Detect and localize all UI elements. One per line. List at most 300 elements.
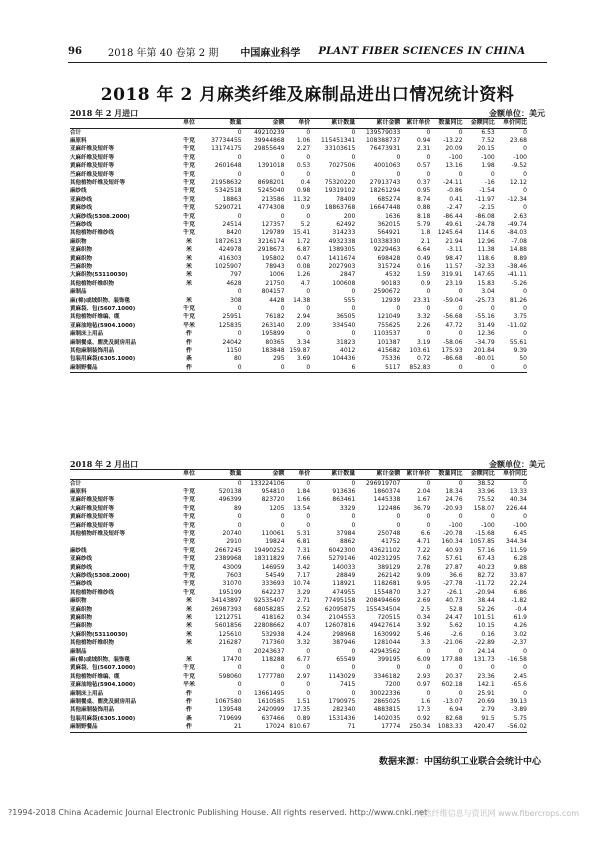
value-cell: 39.13 [509, 698, 527, 706]
value-cell: -3.89 [511, 706, 527, 714]
value-cell: 19319102 [324, 187, 356, 195]
value-cell: 12939 [381, 296, 401, 304]
unit-cell: 米 [186, 263, 193, 270]
unit-cell: 千克 [183, 588, 196, 596]
value-cell: 5601856 [214, 622, 242, 630]
value-cell: 142.1 [477, 681, 495, 689]
value-cell: 21750 [265, 279, 285, 287]
value-cell: 0 [280, 170, 285, 178]
value-cell: 5.79 [417, 220, 431, 228]
value-cell: 92535407 [253, 597, 285, 605]
column-header: 金额 [242, 470, 285, 480]
value-cell: 1.6 [420, 698, 431, 706]
header-cell-blank [70, 119, 177, 129]
value-cell: 37734455 [211, 136, 242, 144]
value-cell: 0 [396, 664, 401, 672]
table-row [70, 221, 527, 229]
table-row [70, 690, 527, 698]
row-label: 麻制野餐品 [70, 723, 177, 732]
column-header: 单位 [177, 119, 201, 129]
value-cell: 68058285 [253, 605, 285, 613]
value-cell: 0 [306, 170, 311, 178]
table-row [70, 280, 527, 288]
column-header: 单价同比 [495, 470, 527, 480]
value-cell: 0 [458, 647, 463, 655]
value-cell: 0.94 [417, 136, 431, 144]
value-cell: 0 [237, 170, 242, 178]
unit-cell: 千克 [183, 672, 196, 680]
value-cell: 9.39 [513, 347, 527, 355]
value-cell: 0 [237, 664, 242, 672]
value-cell: 0.72 [417, 355, 431, 363]
value-cell: 2.27 [296, 145, 311, 153]
table-row [70, 648, 527, 656]
value-cell: 416303 [218, 254, 242, 262]
value-cell: 0 [280, 212, 285, 220]
value-cell: 1.67 [417, 496, 431, 504]
data-source: 数据来源：中国纺织工业联合会统计中心 [378, 757, 541, 767]
column-header: 累计数量 [310, 470, 355, 480]
value-cell: 11.32 [293, 195, 311, 203]
table-row [70, 538, 527, 546]
value-cell: -24.11 [443, 178, 463, 186]
column-header: 累计金额 [355, 470, 400, 480]
value-cell: -5.26 [511, 279, 527, 287]
value-cell: 0 [351, 521, 356, 529]
value-cell: -20.78 [443, 529, 463, 537]
column-header: 数量同比 [430, 119, 462, 129]
value-cell: -100 [448, 521, 463, 529]
table-row [70, 715, 527, 723]
column-header: 金额 [242, 119, 285, 129]
value-cell: 420.47 [463, 723, 495, 732]
value-cell: 262142 [377, 571, 401, 579]
value-cell: 34143897 [211, 597, 242, 605]
value-cell: 4.26 [513, 622, 527, 630]
table-row [70, 213, 527, 221]
value-cell: 0 [458, 664, 463, 672]
value-cell: 0 [523, 664, 527, 672]
row-label: 大麻纤维及短纤等 [70, 505, 115, 512]
value-cell: 1391018 [257, 162, 285, 170]
table-row [70, 496, 527, 504]
value-cell: 82.68 [445, 714, 463, 722]
value-cell: 104436 [332, 355, 356, 363]
value-cell: 7.66 [296, 555, 311, 563]
value-cell: -38.46 [507, 263, 527, 270]
value-cell: 0.34 [417, 614, 431, 621]
row-label: 麻制床上用品 [70, 331, 104, 338]
value-cell: 0 [495, 364, 527, 373]
value-cell: 30022336 [369, 689, 401, 697]
value-cell: 33.87 [509, 571, 527, 579]
value-cell: 5.46 [417, 630, 431, 638]
table-row [70, 622, 527, 630]
value-cell: 2910 [226, 538, 242, 546]
value-cell: 496399 [218, 496, 242, 504]
table-row [70, 698, 527, 706]
value-cell: 47.72 [445, 321, 463, 329]
value-cell: 2590672 [373, 288, 401, 296]
unit-cell: 米 [186, 614, 193, 621]
value-cell: 115451341 [320, 136, 356, 144]
value-cell: 91.5 [481, 714, 495, 722]
value-cell: 823720 [261, 496, 285, 504]
value-cell: 23.31 [413, 296, 431, 304]
table-row [70, 263, 527, 271]
table-row [70, 238, 527, 246]
value-cell: 3.27 [417, 588, 431, 596]
row-label: 亚麻纤维及短纤等 [70, 146, 115, 153]
value-cell: 9.09 [417, 571, 431, 579]
value-cell: -16.58 [507, 656, 527, 664]
value-cell: 698428 [377, 254, 401, 262]
value-cell: 7.52 [481, 136, 495, 144]
export-table [70, 469, 527, 733]
value-cell: 28849 [336, 571, 356, 579]
value-cell: 642237 [261, 588, 285, 596]
value-cell: 18863 [222, 195, 242, 203]
value-cell: 1245.64 [437, 229, 463, 237]
value-cell: 195899 [261, 330, 285, 338]
value-cell: 3346182 [373, 672, 401, 680]
value-cell: 1777780 [257, 672, 285, 680]
unit-cell: 千克 [183, 529, 196, 537]
value-cell: 1.84 [296, 487, 311, 495]
value-cell: 24.47 [445, 614, 463, 621]
unit-cell: 米 [186, 656, 193, 664]
value-cell: 1205 [269, 504, 285, 512]
value-cell: 3329 [340, 504, 356, 512]
value-cell: 27.87 [445, 563, 463, 571]
table-row [70, 589, 527, 597]
value-cell: 0 [396, 521, 401, 529]
value-cell: 175.93 [441, 347, 463, 355]
column-header: 单价 [285, 470, 311, 480]
table-row [70, 706, 527, 714]
value-cell: 1.98 [481, 162, 495, 170]
value-cell: 200 [343, 212, 356, 220]
value-cell: 0 [426, 513, 431, 521]
value-cell: 2104553 [328, 614, 356, 621]
table-row [70, 137, 527, 145]
value-cell: 3.75 [513, 313, 527, 321]
value-cell: 263140 [261, 321, 285, 329]
unit-cell: 千克 [183, 487, 196, 495]
value-cell: 2.26 [417, 321, 431, 329]
value-cell: 0 [426, 479, 431, 487]
value-cell: -2.6 [450, 630, 463, 638]
value-cell: 6.86 [513, 588, 527, 596]
value-cell: 5.2 [300, 220, 311, 228]
value-cell: 118288 [261, 656, 285, 664]
table-row [70, 145, 527, 153]
value-cell: 2.1 [420, 237, 431, 245]
row-label [70, 538, 177, 546]
column-header: 累计金额 [355, 119, 400, 129]
unit-cell: 千克 [183, 229, 196, 237]
value-cell: 25951 [222, 313, 242, 321]
value-cell: 1.72 [296, 237, 311, 245]
value-cell: 1636 [385, 212, 401, 220]
value-cell: 7.17 [296, 571, 311, 579]
value-cell: 50 [519, 355, 527, 363]
value-cell: 0 [490, 305, 495, 313]
value-cell: 75.52 [477, 496, 495, 504]
value-cell: -100 [448, 153, 463, 161]
value-cell: -2.15 [479, 204, 495, 212]
table-row [70, 339, 527, 347]
value-cell: 10.74 [293, 580, 311, 588]
table-row [70, 639, 527, 647]
value-cell: -84.03 [507, 229, 527, 237]
column-header: 数量 [201, 470, 242, 480]
value-cell: 4.07 [296, 622, 311, 630]
value-cell: 1281044 [373, 639, 401, 647]
value-cell: 49427614 [369, 622, 401, 630]
value-cell: 195199 [218, 588, 242, 596]
page-footer [8, 808, 587, 817]
value-cell: 797 [230, 271, 242, 279]
value-cell: 20.09 [445, 145, 463, 153]
value-cell: 8698201 [257, 178, 285, 186]
row-label: 黄麻织物 [70, 255, 93, 262]
value-cell: 76182 [265, 313, 285, 321]
value-cell: 0 [523, 145, 527, 153]
value-cell: -56.02 [495, 723, 527, 732]
unit-cell: 千克 [183, 145, 196, 153]
value-cell: 2.45 [513, 672, 527, 680]
row-label: 苎麻织物 [70, 623, 93, 630]
value-cell: 0 [351, 479, 356, 487]
value-cell: 0 [201, 364, 242, 373]
value-cell: 62492 [336, 220, 356, 228]
value-cell: 3.32 [417, 313, 431, 321]
value-cell: 7.22 [417, 546, 431, 554]
value-cell: 4001063 [373, 162, 401, 170]
column-header: 单位 [177, 470, 201, 480]
value-cell: 399195 [377, 656, 401, 664]
import-caption: 2018 年 2 月进口 [70, 108, 139, 118]
value-cell: 21 [201, 723, 242, 732]
value-cell: 532938 [261, 630, 285, 638]
value-cell: 100608 [332, 279, 356, 287]
value-cell: 0 [351, 305, 356, 313]
value-cell: 43009 [222, 563, 242, 571]
column-header: 金额同比 [463, 470, 495, 480]
value-cell: -11.02 [507, 321, 527, 329]
value-cell: 0 [523, 689, 527, 697]
row-label: 其他植物纤维及短纤等 [70, 179, 126, 186]
value-cell: 1554870 [373, 588, 401, 596]
unit-cell: 千克 [183, 571, 196, 579]
table-row [70, 505, 527, 513]
value-cell: 1212751 [214, 614, 242, 621]
value-cell: 0.53 [296, 162, 311, 170]
value-cell: 24042 [222, 338, 242, 346]
column-header: 数量 [201, 119, 242, 129]
value-cell: 33103615 [324, 145, 356, 153]
value-cell: 158.07 [473, 504, 495, 512]
value-cell: 7.31 [296, 546, 311, 554]
row-label: 亚麻织物 [70, 247, 93, 254]
value-cell: 98.47 [445, 254, 463, 262]
value-cell: 89 [233, 504, 242, 512]
value-cell: 344.34 [506, 538, 527, 546]
unit-cell: 千克 [183, 187, 196, 195]
column-header: 累计单价 [400, 119, 430, 129]
value-cell: 22.24 [509, 580, 527, 588]
value-cell: 0 [490, 170, 495, 178]
value-cell: 78409 [336, 195, 356, 203]
unit-cell: 米 [186, 597, 193, 605]
unit-cell [177, 288, 201, 296]
unit-cell: 千克 [183, 563, 196, 571]
value-cell: 598060 [218, 672, 242, 680]
row-label: 其他植物纤维编、缆 [70, 314, 120, 321]
value-cell: 1860374 [373, 487, 401, 495]
value-cell: 0.16 [417, 263, 431, 270]
value-cell: 183848 [261, 347, 285, 355]
unit-cell: 米 [186, 254, 193, 262]
value-cell: 71 [310, 723, 355, 732]
value-cell: 0 [237, 521, 242, 529]
value-cell: 1006 [269, 271, 285, 279]
value-cell: 2.78 [417, 563, 431, 571]
value-cell: 1182681 [373, 580, 401, 588]
value-cell: 3216174 [257, 237, 285, 245]
value-cell: 0.08 [296, 263, 311, 270]
value-cell: 1872613 [214, 237, 242, 245]
row-label: 包装用麻袋(6305.1000) [70, 356, 136, 363]
value-cell: 11.57 [445, 263, 463, 270]
value-cell: 8420 [226, 229, 242, 237]
row-label: 其他植物纤维织物 [70, 640, 115, 647]
unit-cell: 件 [177, 723, 201, 732]
value-cell: 49210239 [253, 128, 285, 136]
value-cell: 389129 [377, 563, 401, 571]
row-label: 黄麻纱线 [70, 564, 93, 571]
value-cell: 0 [351, 288, 356, 296]
value-cell: 0 [458, 170, 463, 178]
value-cell: 17024 [242, 723, 285, 732]
unit-cell: 米 [186, 605, 193, 613]
value-cell: 11.59 [509, 546, 527, 554]
value-cell: 17.3 [417, 706, 431, 714]
value-cell: 159.87 [289, 347, 311, 355]
value-cell: 810.67 [285, 723, 311, 732]
value-cell: 0 [237, 212, 242, 220]
value-cell: 54549 [265, 571, 285, 579]
value-cell: 2.97 [296, 672, 311, 680]
value-cell: 1057.85 [469, 538, 495, 546]
value-cell: 4012 [340, 347, 356, 355]
value-cell: 0.97 [417, 681, 431, 689]
value-cell: 1630992 [373, 630, 401, 638]
value-cell: 8.18 [417, 212, 431, 220]
unit-cell [177, 128, 201, 137]
value-cell: -11.72 [475, 580, 495, 588]
value-cell: -100 [513, 153, 527, 161]
value-cell: 1790975 [328, 698, 356, 706]
value-cell: 1103537 [373, 330, 401, 338]
value-cell: 637466 [261, 714, 285, 722]
value-cell: 201.84 [473, 347, 495, 355]
value-cell: 9229463 [373, 246, 401, 254]
value-cell: 10338330 [369, 237, 401, 245]
value-cell: 6.77 [296, 656, 311, 664]
export-unit-note: 金额单位：美元 [489, 459, 545, 469]
value-cell: 139548 [218, 706, 242, 714]
value-cell: 0 [306, 647, 311, 655]
value-cell: 55.61 [509, 338, 527, 346]
value-cell: 6.45 [513, 529, 527, 537]
value-cell: 685274 [377, 195, 401, 203]
unit-cell: 千克 [183, 170, 196, 178]
value-cell: 0 [306, 664, 311, 672]
value-cell: 49.61 [445, 220, 463, 228]
value-cell: -16 [484, 178, 495, 186]
value-cell: 208494669 [365, 597, 401, 605]
value-cell: 118921 [332, 580, 356, 588]
value-cell: 0 [280, 305, 285, 313]
table-row [70, 530, 527, 538]
value-cell: 4932338 [328, 237, 356, 245]
value-cell: 250748 [377, 529, 401, 537]
value-cell: 6.09 [417, 656, 431, 664]
value-cell: 4628 [226, 279, 242, 287]
value-cell: 226.44 [506, 504, 527, 512]
value-cell: -32.33 [475, 263, 495, 270]
table-row [70, 171, 527, 179]
value-cell: 23.68 [509, 136, 527, 144]
table-row [70, 179, 527, 187]
value-cell: 2420999 [257, 706, 285, 714]
table-row [70, 572, 527, 580]
value-cell: 0 [523, 647, 527, 655]
value-cell: -100 [513, 521, 527, 529]
value-cell: 0 [458, 330, 463, 338]
journal-name-cn: 中国麻业科学 [240, 47, 301, 59]
value-cell: 0 [458, 479, 463, 487]
value-cell: 22808662 [253, 622, 285, 630]
value-cell: 2.52 [296, 605, 311, 613]
value-cell: 57.16 [477, 546, 495, 554]
value-cell: 1531436 [328, 714, 356, 722]
value-cell: 0 [306, 212, 311, 220]
value-cell: 0 [306, 288, 311, 296]
row-label: 大麻纱线(5308.2000) [70, 213, 130, 220]
value-cell: -27.78 [443, 580, 463, 588]
value-cell: 42943562 [369, 647, 401, 655]
value-cell: 139579033 [365, 128, 401, 136]
value-cell: 31070 [222, 580, 242, 588]
value-cell: 20740 [222, 529, 242, 537]
value-cell: 6.81 [296, 538, 311, 546]
value-cell: 37984 [336, 529, 356, 537]
value-cell: 418162 [261, 614, 285, 621]
row-label: 其他植物纤维纱线 [70, 589, 115, 596]
table-row [70, 355, 527, 363]
row-label: 黄麻纤维及短纤等 [70, 163, 115, 170]
value-cell: 755625 [377, 321, 401, 329]
value-cell: 5342518 [214, 187, 242, 195]
value-cell: 13.54 [293, 504, 311, 512]
table-row [70, 305, 527, 313]
table-row [70, 347, 527, 355]
value-cell: 13.33 [509, 487, 527, 495]
value-cell: -86.08 [475, 212, 495, 220]
